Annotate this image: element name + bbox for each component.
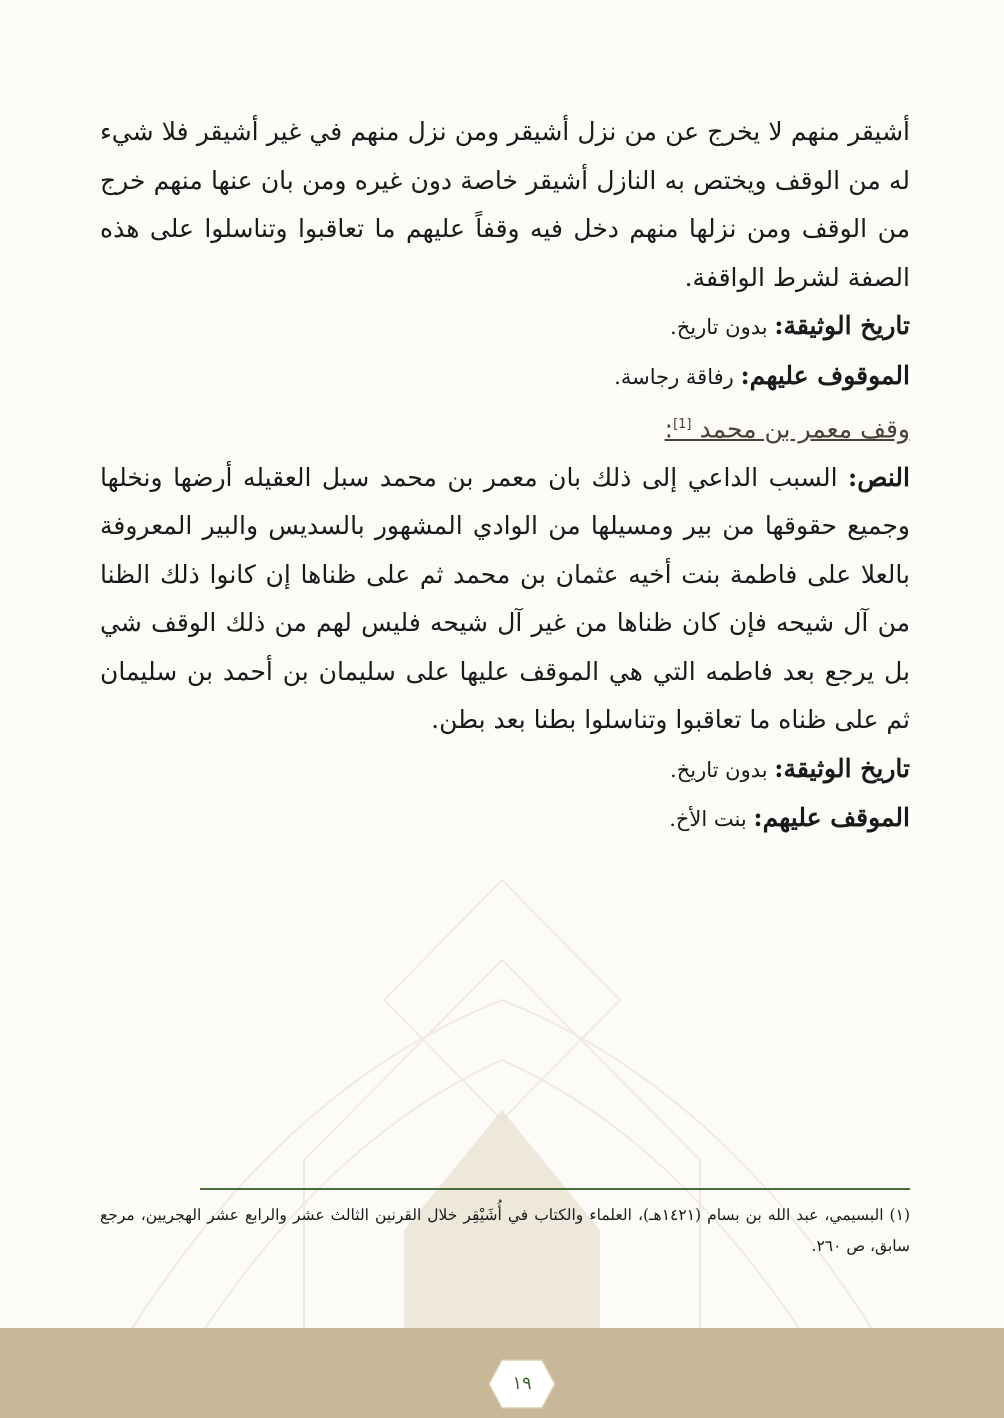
field-label: الموقوف عليهم: [740, 360, 910, 390]
footnote-ref[interactable]: [1] [673, 417, 692, 432]
field-value: بنت الأخ. [669, 807, 754, 832]
page-number: ١٩ [512, 1373, 532, 1394]
paragraph: أشيقر منهم لا يخرج عن من نزل أشيقر ومن نزل منهم في غير أشيقر فلا شيء له من الوقف ويختص به النازل أشيقر خاصة دون غيره ومن بان عنها منهم خرج من الوقف ومن نزلها منهم دخل فيه وقفاً عليهم ما تعاقبوا وتناسلوا على هذه الصفة لشرط الواقفة. [100, 117, 910, 292]
field-label: تاريخ الوثيقة: [774, 753, 910, 783]
page-number-badge [488, 1358, 556, 1410]
text-label: النص: [848, 462, 910, 492]
field-label: تاريخ الوثيقة: [774, 311, 910, 340]
document-body [100, 108, 910, 844]
footnote-divider [200, 1188, 910, 1190]
field-value: رفاقة رجاسة. [614, 364, 741, 389]
heading-text: وقف معمر بن محمد [699, 414, 910, 444]
footnote: (١) البسيمي، عبد الله بن بسام (١٤٢١هـ)، العلماء والكتاب في أُشَيْقِر خلال القرنين الثالث عشر والرابع عشر الهجريين، مرجع سابق، ص ٢٦٠. [100, 1206, 910, 1255]
section-heading [100, 401, 910, 454]
heading-colon: : [664, 414, 674, 444]
beneficiaries-field [100, 794, 910, 844]
field-value: بدون تاريخ. [670, 315, 775, 339]
document-date-field [100, 745, 910, 795]
beneficiaries-field [100, 352, 910, 402]
text-value: السبب الداعي إلى ذلك بان معمر بن محمد سبل العقيله أرضها ونخلها وجميع حقوقها من بير ومسيلها من الوادي المشهور بالسديس والبير المعروفة بالعلا على فاطمة بنت أخيه عثمان بن محمد ثم على ظناها إن كانوا ذلك الظنا من آل شيحه فإن كان ظناها من غير آل شيحه فليس لهم من ذلك الوقف شي بل يرجع بعد فاطمه التي هي الموقف عليها على سليمان بن أحمد بن سليمان ثم على ظناه ما تعاقبوا وتناسلوا بطنا بعد بطن. [100, 462, 911, 735]
field-value: بدون تاريخ. [670, 757, 775, 782]
paragraph [100, 454, 910, 745]
field-label: الموقف عليهم: [753, 803, 910, 833]
document-date-field [100, 302, 910, 352]
